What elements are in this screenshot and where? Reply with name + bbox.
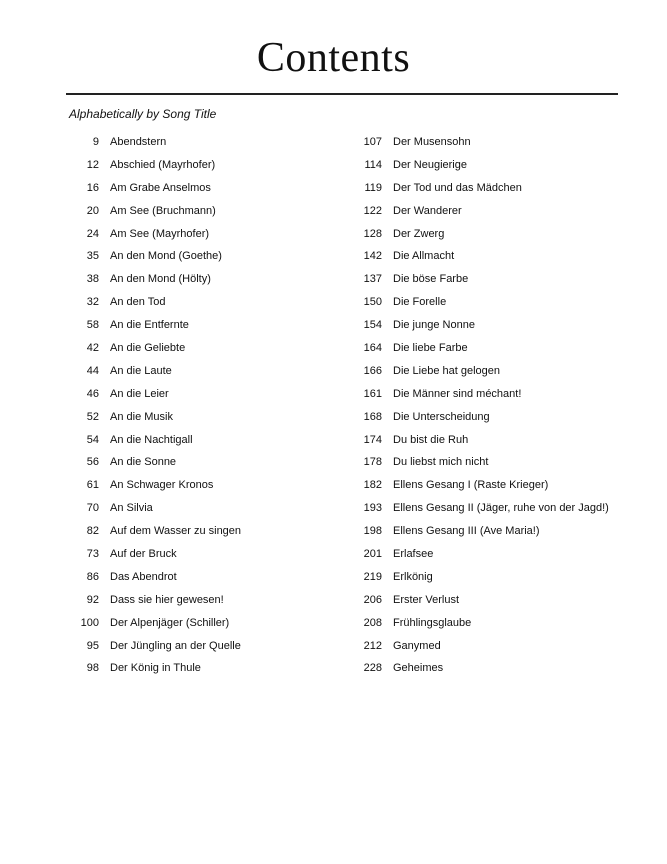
toc-entry [69,497,241,520]
toc-entry [69,657,241,680]
toc-entry [346,657,609,680]
toc-entry [69,406,241,429]
toc-entry [346,566,609,589]
toc-entry [346,520,609,543]
toc-page-number: 56 [86,456,99,469]
toc-entry [69,474,241,497]
toc-page-number: 32 [86,296,99,309]
toc-song-title: Das Abendrot [110,570,177,583]
toc-song-title: Auf der Bruck [110,547,177,560]
toc-page-number: 35 [86,250,99,263]
toc-page-number: 38 [86,273,99,286]
toc-song-title: Der Jüngling an der Quelle [110,639,241,652]
title-divider [66,93,618,95]
toc-entry [69,200,241,223]
toc-page-number: 100 [80,616,99,629]
toc-page-number: 92 [86,593,99,606]
toc-entry [69,612,241,635]
toc-song-title: Du bist die Ruh [393,433,469,446]
toc-page-number: 107 [363,135,382,148]
toc-entry [69,177,241,200]
toc-page-number: 46 [86,387,99,400]
toc-entry [346,635,609,658]
toc-song-title: An Schwager Kronos [110,479,214,492]
toc-entry [69,337,241,360]
toc-entry [346,291,609,314]
toc-entry [69,635,241,658]
toc-song-title: Die Forelle [393,296,447,309]
toc-page-number: 174 [363,433,382,446]
toc-song-title: Die Männer sind méchant! [393,387,522,400]
toc-song-title: Abendstern [110,135,167,148]
toc-entry [346,383,609,406]
toc-entry [346,589,609,612]
toc-page-number: 142 [363,250,382,263]
toc-song-title: An den Mond (Goethe) [110,250,222,263]
toc-song-title: Abschied (Mayrhofer) [110,158,216,171]
toc-page-number: 219 [363,570,382,583]
toc-song-title: Die Allmacht [393,250,455,263]
toc-entry [69,520,241,543]
toc-page-number: 166 [363,364,382,377]
toc-entry [346,314,609,337]
toc-song-title: Der Alpenjäger (Schiller) [110,616,230,629]
toc-page-number: 122 [363,204,382,217]
toc-song-title: Am See (Bruchmann) [110,204,216,217]
toc-song-title: An die Leier [110,387,169,400]
toc-page-number: 193 [363,502,382,515]
toc-entry [69,566,241,589]
toc-song-title: An den Tod [110,296,166,309]
toc-page-number: 137 [363,273,382,286]
toc-entry [69,429,241,452]
toc-song-title: Der Zwerg [393,227,445,240]
toc-page-number: 82 [86,525,99,538]
toc-page-number: 114 [364,158,382,171]
toc-entry [346,154,609,177]
toc-page-number: 70 [86,502,99,515]
toc-page-number: 198 [363,525,382,538]
toc-entry [346,131,609,154]
toc-song-title: Am Grabe Anselmos [110,181,211,194]
toc-page-number: 164 [363,341,382,354]
toc-page-number: 201 [363,547,382,560]
toc-entry [69,360,241,383]
toc-song-title: An die Laute [110,364,172,377]
toc-page-number: 73 [86,547,99,560]
toc-song-title: Ganymed [393,639,441,652]
toc-page-number: 52 [86,410,99,423]
toc-entry [346,474,609,497]
section-subtitle: Alphabetically by Song Title [69,107,217,121]
toc-entry [346,451,609,474]
toc-entry [346,245,609,268]
toc-entry [69,131,241,154]
toc-entry [69,268,241,291]
toc-song-title: Ellens Gesang III (Ave Maria!) [393,525,540,538]
toc-entry [346,543,609,566]
toc-entry [346,612,609,635]
toc-song-title: Ellens Gesang I (Raste Krieger) [393,479,549,492]
toc-page-number: 16 [86,181,99,194]
toc-song-title: An die Nachtigall [110,433,193,446]
toc-song-title: An Silvia [110,502,153,515]
toc-entry [69,589,241,612]
toc-page-number: 42 [86,341,99,354]
toc-song-title: An die Entfernte [110,319,189,332]
toc-song-title: Dass sie hier gewesen! [110,593,224,606]
contents-column-right [346,131,609,680]
toc-song-title: Die Liebe hat gelogen [393,364,501,377]
toc-page-number: 61 [86,479,99,492]
toc-page-number: 86 [86,570,99,583]
toc-song-title: Der Wanderer [393,204,462,217]
toc-song-title: Ellens Gesang II (Jäger, ruhe von der Jagd!) [393,502,609,515]
toc-page-number: 208 [363,616,382,629]
toc-song-title: Die liebe Farbe [393,341,468,354]
toc-song-title: Geheimes [393,662,444,675]
toc-song-title: Der König in Thule [110,662,201,675]
toc-entry [346,406,609,429]
toc-page-number: 95 [86,639,99,652]
toc-entry [69,314,241,337]
toc-entry [346,268,609,291]
toc-song-title: Der Tod und das Mädchen [393,181,522,194]
toc-page-number: 12 [86,158,99,171]
toc-page-number: 98 [86,662,99,675]
toc-page-number: 182 [363,479,382,492]
toc-entry [69,223,241,246]
toc-page-number: 154 [363,319,382,332]
toc-song-title: Die junge Nonne [393,319,475,332]
toc-song-title: Der Neugierige [393,158,467,171]
toc-song-title: Frühlingsglaube [393,616,472,629]
toc-page-number: 9 [92,135,99,148]
toc-entry [346,177,609,200]
toc-page-number: 150 [363,296,382,309]
toc-page-number: 168 [363,410,382,423]
toc-song-title: Erlkönig [393,570,433,583]
toc-entry [69,451,241,474]
toc-song-title: Du liebst mich nicht [393,456,489,469]
toc-song-title: An die Musik [110,410,173,423]
toc-entry [69,543,241,566]
toc-entry [346,360,609,383]
toc-entry [346,337,609,360]
toc-entry [346,223,609,246]
toc-song-title: Der Musensohn [393,135,471,148]
contents-column-left [69,131,241,680]
toc-song-title: Erster Verlust [393,593,460,606]
toc-song-title: Auf dem Wasser zu singen [110,525,242,538]
toc-page-number: 119 [364,181,382,194]
toc-entry [69,245,241,268]
toc-entry [346,497,609,520]
toc-page-number: 161 [363,387,382,400]
page-title: Contents [256,35,411,81]
toc-song-title: Die Unterscheidung [393,410,490,423]
toc-entry [346,200,609,223]
toc-entry [69,291,241,314]
toc-entry [69,383,241,406]
toc-song-title: An den Mond (Hölty) [110,273,211,286]
toc-page-number: 228 [363,662,382,675]
toc-song-title: Erlafsee [393,547,434,560]
toc-song-title: Am See (Mayrhofer) [110,227,210,240]
toc-page-number: 206 [363,593,382,606]
toc-song-title: Die böse Farbe [393,273,469,286]
toc-song-title: An die Sonne [110,456,177,469]
toc-page-number: 44 [86,364,99,377]
toc-page-number: 24 [86,227,99,240]
toc-entry [346,429,609,452]
toc-page-number: 128 [363,227,382,240]
toc-page-number: 178 [363,456,382,469]
toc-page-number: 20 [86,204,99,217]
toc-page-number: 212 [363,639,382,652]
toc-page-number: 54 [86,433,99,446]
toc-entry [69,154,241,177]
toc-page-number: 58 [86,319,99,332]
toc-song-title: An die Geliebte [110,341,186,354]
